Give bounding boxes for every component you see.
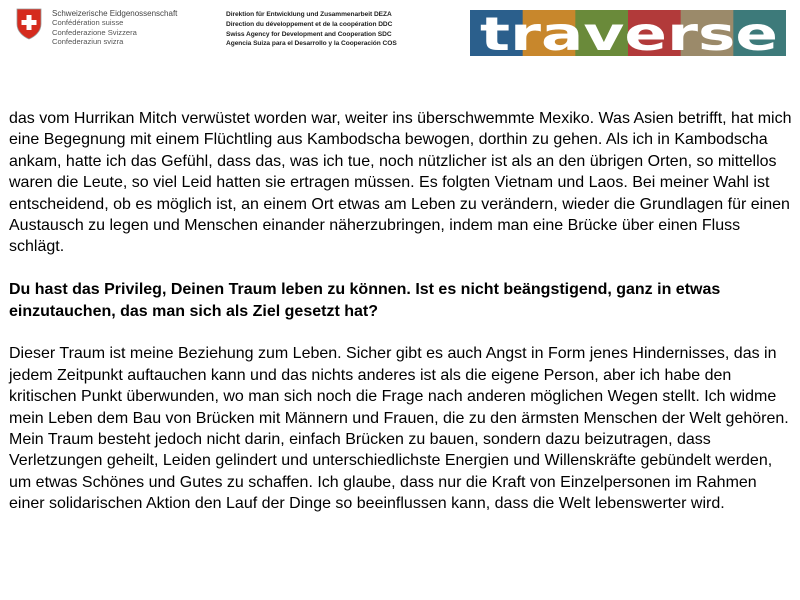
paragraph: das vom Hurrikan Mitch verwüstet worden war, weiter ins überschwemmte Mexiko. Was Asien betrifft, hat mich eine Begegnung mit einem Flüchtling aus Kambodscha bewogen, dorthin zu gehen. Als ich in Kambodscha ankam, hatte ich das Gefühl, dass das, was ich tue, noch nützlicher ist als an den übrigen Orten, so mittellos waren die Leute, so viel Leid hatten sie ertragen müssen. Es folgten Vietnam und Laos. Bei meiner Wahl ist entscheidend, ob es möglich ist, an einem Ort etwas am Leben zu verändern, wieder die Grundlagen für einen Austausch zu legen und Menschen einander näherzubringen, indem man eine Brücke über einen Fluss schlägt. [9, 110, 792, 256]
agency-line: Swiss Agency for Development and Cooperation SDC [226, 30, 392, 38]
agency-line: Direktion für Entwicklung und Zusammenarbeit DEZA [226, 11, 392, 18]
interview-question: Du hast das Privileg, Deinen Traum leben zu können. Ist es nicht beängstigend, ganz in etwas einzutauchen, das man sich als Ziel gesetzt hat? [9, 281, 721, 320]
interview-answer: Dieser Traum ist meine Beziehung zum Leben. Sicher gibt es auch Angst in Form jenes Hindernisses, das in jedem Zeitpunkt auftauchen kann und das nichts anderes ist als die eigene Person, aber ich habe den kritischen Punkt überwunden, wo man sich noch die Frage nach anderen möglichen Wegen stellt. Ich widme mein Leben dem Bau von Brücken mit Männern und Frauen, die zu den ärmsten Menschen der Welt gehören. Mein Traum besteht jedoch nicht darin, einfach Brücken zu bauen, sondern dazu beizutragen, dass Verletzungen geheilt, Leiden gelindert und unterschiedlichste Energien und Willenskräfte gebündelt werden, um etwas Schönes und Gutes zu schaffen. Ich glaube, dass nur die Kraft von Einzelpersonen im Rahmen einer solidarischen Aktion den Lauf der Dinge so beeinflussen kann, dass die Welt lebenswerter wird. [9, 345, 789, 513]
page-header [0, 0, 800, 62]
traverse-logo [470, 10, 786, 56]
confederation-line: Confederaziun svizra [52, 36, 124, 46]
agency-line: Direction du développement et de la coopération DDC [226, 20, 393, 28]
article-body [9, 108, 793, 515]
confederation-line: Schweizerische Eidgenossenschaft [52, 9, 178, 18]
confederation-line: Confédération suisse [52, 18, 124, 28]
confederation-names [52, 9, 177, 46]
agency-names [226, 10, 397, 49]
swiss-coat-of-arms-icon [16, 8, 42, 40]
traverse-logo-text: traverse [480, 10, 778, 56]
confederation-line: Confederazione Svizzera [52, 27, 137, 37]
agency-line: Agencia Suiza para el Desarrollo y la Cooperación COS [226, 40, 397, 48]
